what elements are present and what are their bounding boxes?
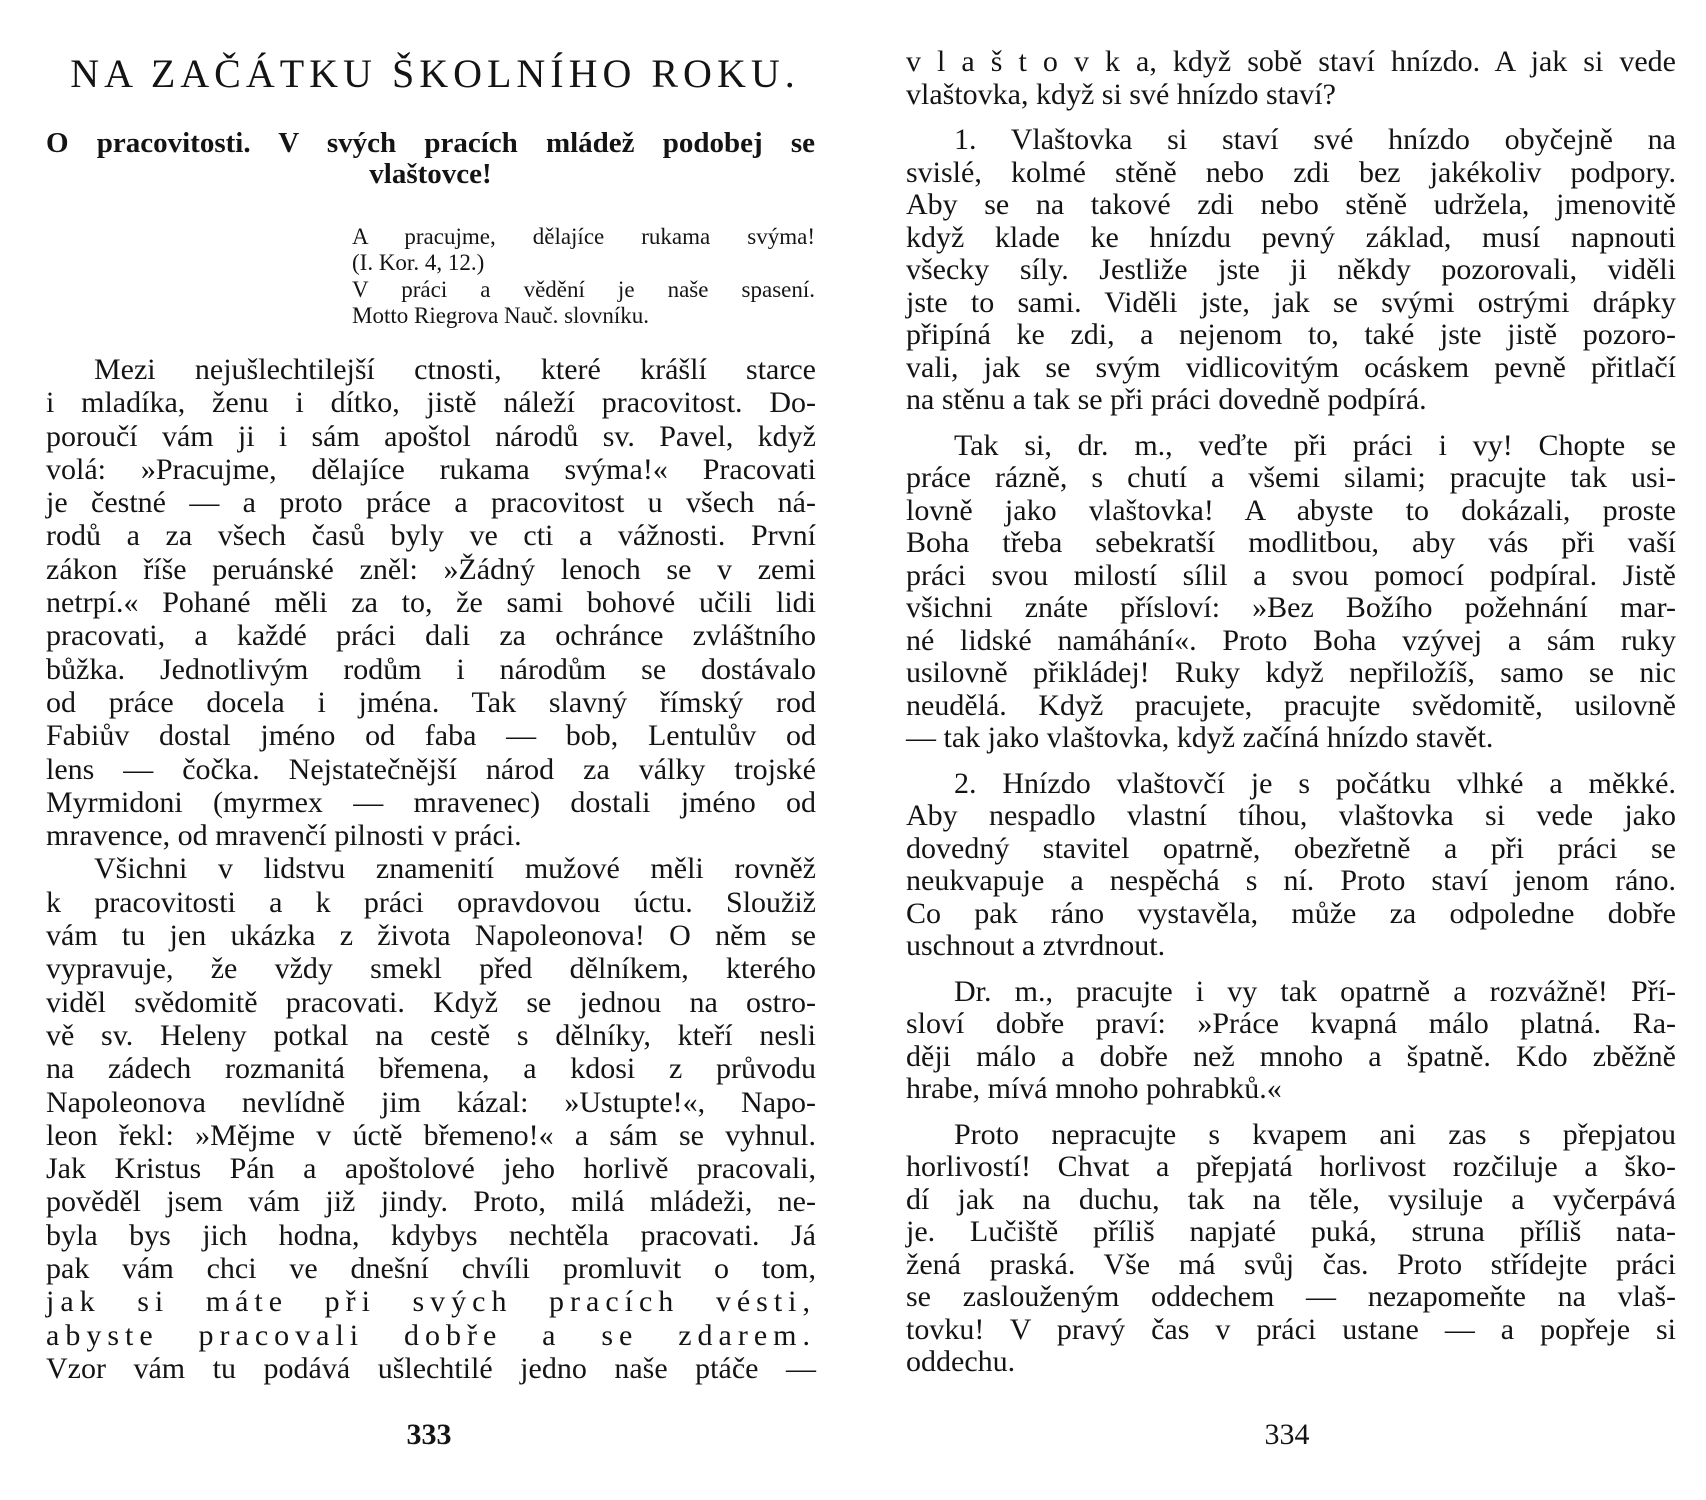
text-line: byla bys jich hodna, kdybys nechtěla pracovati. Já bbox=[46, 1218, 816, 1252]
text-line: Mezi nejušlechtilejší ctnosti, které krášlí starce bbox=[94, 353, 816, 386]
text-line: vlaštovka, když si své hnízdo staví? bbox=[906, 77, 1336, 111]
text-line: lens — čočka. Nejstatečnější národ za války trojské bbox=[46, 752, 816, 786]
text-line: bůžka. Jednotlivým rodům i národům se dostávalo bbox=[46, 652, 816, 686]
text-line: je. Lučiště příliš napjaté puká, struna příliš nata- bbox=[906, 1215, 1676, 1248]
text-line: volá: »Pracujme, dělajíce rukama svýma!« Pracovati bbox=[46, 452, 816, 486]
left-body-text bbox=[46, 353, 816, 1385]
text-line: všecky síly. Jestliže jste ji někdy pozorovali, viděli bbox=[906, 253, 1676, 286]
text-line: na zádech rozmanitá břemena, a kdosi z průvodu bbox=[46, 1052, 816, 1086]
text-line: tovku! V pravý čas v práci ustane — a popřeje si bbox=[906, 1312, 1676, 1346]
text-line: Tak si, dr. m., veďte při práci i vy! Chopte se bbox=[954, 428, 1676, 462]
text-line: jste to sami. Viděli jste, jak se svými ostrými drápky bbox=[906, 285, 1676, 319]
chapter-title: NA ZAČÁTKU ŠKOLNÍHO ROKU. bbox=[70, 51, 800, 96]
text-line: připíná ke zdi, a nejenom to, také jste jistě pozoro- bbox=[906, 318, 1676, 351]
text-line: vypravuje, že vždy smekl před dělníkem, kterého bbox=[46, 952, 816, 986]
text-line: abyste pracovali dobře a se zdarem. bbox=[46, 1318, 816, 1352]
text-line: Fabiův dostal jméno od faba — bob, Lentulův od bbox=[46, 719, 816, 753]
text-line: né lidské namáhání«. Proto Boha vzývej a sám ruky bbox=[906, 623, 1676, 657]
text-line: hrabe, mívá mnoho pohrabků.« bbox=[906, 1072, 1282, 1105]
paragraph bbox=[906, 976, 1676, 1106]
text-line: oddechu. bbox=[906, 1345, 1016, 1378]
paragraph bbox=[906, 124, 1676, 417]
text-line: dovedný stavitel opatrně, obezřetně a při práci se bbox=[906, 831, 1676, 865]
text-line: 2. Hnízdo vlaštovčí je s počátku vlhké a měkké. bbox=[954, 766, 1676, 800]
text-line: Jak Kristus Pán a apoštolové jeho horlivě pracovali, bbox=[46, 1152, 816, 1186]
epigraph bbox=[352, 224, 815, 329]
text-line: neudělá. Když pracujete, pracujte svědomitě, usilovně bbox=[906, 688, 1676, 722]
epigraph-line: (I. Kor. 4, 12.) bbox=[352, 250, 485, 276]
text-line: pak vám chci ve dnešní chvíli promluvit o tom, bbox=[46, 1252, 816, 1286]
epigraph-line: V práci a vědění je naše spasení. bbox=[352, 276, 815, 302]
text-line: k pracovitosti a k práci opravdovou úctu. Sloužiž bbox=[46, 885, 816, 919]
page-number: 334 bbox=[1264, 1418, 1310, 1451]
text-line: rodů a za všech časů byly ve cti a vážnosti. První bbox=[46, 519, 816, 553]
text-line: Všichni v lidstvu znamenití mužové měli rovněž bbox=[94, 852, 816, 886]
text-line: Co pak ráno vystavěla, může za odpoledne dobře bbox=[906, 896, 1676, 930]
text-line: vali, jak se svým vidlicovitým ocáskem pevně přitlačí bbox=[906, 350, 1676, 384]
text-line: vě sv. Heleny potkal na cestě s dělníky, kteří nesli bbox=[46, 1018, 816, 1052]
text-line: i mladíka, ženu i dítko, jistě náleží pracovitost. Do- bbox=[46, 386, 816, 420]
right-body-text bbox=[906, 46, 1676, 1379]
text-line: vám tu jen ukázka z života Napoleonova! O něm se bbox=[46, 919, 816, 953]
text-line: v l a š t o v k a, když sobě staví hnízdo. A jak si vede bbox=[906, 45, 1676, 78]
text-line: Aby se na takové zdi nebo stěně udržela, jmenovitě bbox=[906, 188, 1676, 221]
text-line: práce rázně, s chutí a všemi silami; pracujte tak usi- bbox=[906, 461, 1676, 494]
text-line: neukvapuje a nespěchá s ní. Proto staví jenom ráno. bbox=[906, 864, 1676, 897]
paragraph bbox=[906, 430, 1676, 755]
text-line: lovně jako vlaštovka! A abyste to dokázali, proste bbox=[906, 493, 1676, 527]
text-line: mravence, od mravenčí pilnosti v práci. bbox=[46, 819, 522, 853]
text-line: 1. Vlaštovka si staví své hnízdo obyčejně na bbox=[954, 123, 1676, 156]
epigraph-line: A pracujme, dělajíce rukama svýma! bbox=[352, 224, 815, 249]
text-line: usilovně přikládej! Ruky když nepřiložíš, samo se nic bbox=[906, 656, 1676, 689]
paragraph bbox=[46, 353, 816, 852]
text-line: Napoleonova nevlídně jim kázal: »Ustupte!«, Napo- bbox=[46, 1085, 816, 1119]
text-line: svislé, kolmé stěně nebo zdi bez jakékoliv podpory. bbox=[906, 155, 1676, 189]
paragraph bbox=[906, 768, 1676, 963]
text-line: jak si máte při svých pracích vésti, bbox=[46, 1285, 816, 1319]
text-line: Myrmidoni (myrmex — mravenec) dostali jméno od bbox=[46, 785, 816, 819]
text-line: ději málo a dobře než mnoho a špatně. Kdo zběžně bbox=[906, 1039, 1676, 1073]
text-line: uschnout a ztvrdnout. bbox=[906, 929, 1166, 962]
text-line: když klade ke hnízdu pevný základ, musí napnouti bbox=[906, 220, 1676, 254]
text-line: Boha třeba sebekratší modlitbou, aby vás při vaší bbox=[906, 526, 1676, 559]
text-line: zákon říše peruánské zněl: »Žádný lenoch se v zemi bbox=[46, 552, 816, 586]
text-line: práci svou milostí sílil a svou pomocí podpíral. Jistě bbox=[906, 558, 1676, 592]
text-line: — tak jako vlaštovka, když začíná hnízdo stavět. bbox=[906, 721, 1494, 754]
paragraph bbox=[46, 852, 816, 1385]
text-line: viděl svědomitě pracovati. Když se jednou na ostro- bbox=[46, 985, 816, 1019]
section-heading bbox=[46, 128, 815, 190]
text-line: od práce docela i jména. Tak slavný římský rod bbox=[46, 685, 816, 719]
text-line: leon řekl: »Mějme v úctě břemeno!« a sám se vyhnul. bbox=[46, 1118, 816, 1152]
text-line: je čestné — a proto práce a pracovitost u všech ná- bbox=[46, 486, 816, 520]
text-line: žená praská. Vše má svůj čas. Proto střídejte práci bbox=[906, 1247, 1676, 1281]
text-line: Dr. m., pracujte i vy tak opatrně a rozvážně! Pří- bbox=[954, 974, 1676, 1008]
text-line: Vzor vám tu podává ušlechtilé jedno naše ptáče — bbox=[46, 1351, 816, 1385]
text-line: na stěnu a tak se při práci dovedně podpírá. bbox=[906, 383, 1427, 416]
section-heading-line: vlaštovce! bbox=[369, 158, 492, 190]
paragraph bbox=[906, 46, 1676, 111]
text-line: dí jak na duchu, tak na těle, vysiluje a vyčerpává bbox=[906, 1182, 1676, 1216]
text-line: se zaslouženým oddechem — nezapomeňte na vlaš- bbox=[906, 1280, 1676, 1313]
section-heading-line: O pracovitosti. V svých pracích mládež podobej se bbox=[46, 127, 815, 159]
page-number: 333 bbox=[406, 1418, 452, 1451]
text-line: všichni znáte přísloví: »Bez Božího požehnání mar- bbox=[906, 591, 1676, 624]
text-line: Proto nepracujte s kvapem ani zas s přepjatou bbox=[954, 1117, 1676, 1151]
text-line: horlivostí! Chvat a přepjatá horlivost rozčiluje a ško- bbox=[906, 1150, 1676, 1183]
epigraph-line: Motto Riegrova Nauč. slovníku. bbox=[352, 302, 650, 328]
text-line: poroučí vám ji i sám apoštol národů sv. Pavel, když bbox=[46, 419, 816, 453]
text-line: Aby nespadlo vlastní tíhou, vlaštovka si vede jako bbox=[906, 799, 1676, 832]
text-line: netrpí.« Pohané měli za to, že sami bohové učili lidi bbox=[46, 586, 816, 620]
text-line: pracovati, a každé práci dali za ochránce zvláštního bbox=[46, 619, 816, 653]
paragraph bbox=[906, 1119, 1676, 1379]
text-line: sloví dobře praví: »Práce kvapná málo platná. Ra- bbox=[906, 1007, 1676, 1040]
text-line: pověděl jsem vám již jindy. Proto, milá mládeži, ne- bbox=[46, 1185, 816, 1219]
